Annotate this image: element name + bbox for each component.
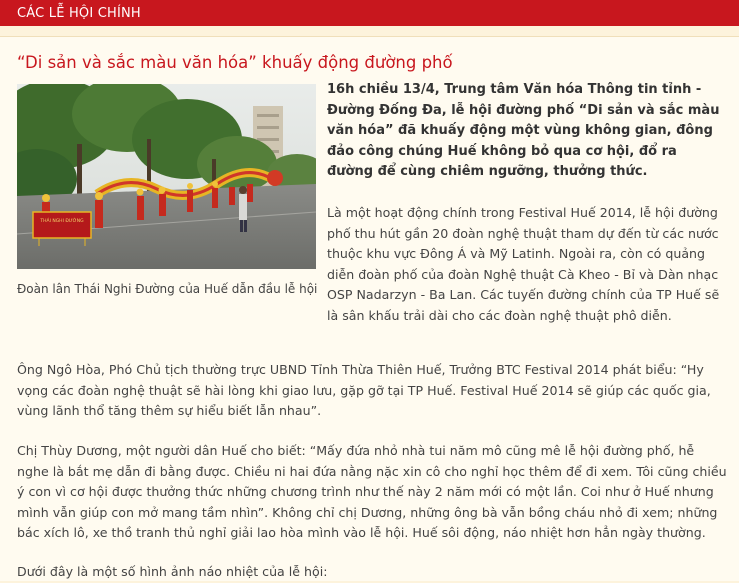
section-header-bar — [0, 0, 739, 26]
festival-street-photo — [17, 84, 316, 269]
paragraph-1-text: Là một hoạt động chính trong Festival Huế 2014, lễ hội đường phố thu hút gần 20 đoàn nghệ thuật tham dự đến từ các nước thuộc khu vực Đông Á và Mỹ Latinh. Ngoài ra, còn có quảng diễn đoàn phố của đoàn Nghệ thuật Cà Kheo - Bỉ và Dàn nhạc OSP Nadarzyn - Ba Lan. Các tuyến đường chính của TP Huế sẽ là sân khấu trải dài cho các đoàn nghệ thuật phô diễn. — [327, 205, 720, 323]
article-lead — [327, 80, 722, 183]
article-paragraph-1 — [327, 203, 722, 326]
article-title[interactable]: “Di sản và sắc màu văn hóa” khuấy động đường phố — [17, 53, 453, 72]
lead-text: 16h chiều 13/4, Trung tâm Văn hóa Thông tin tỉnh - Đường Đống Đa, lễ hội đường phố “Di sản và sắc màu văn hóa” đã khuấy động một vùng không gian, đông đảo công chúng Huế không bỏ qua cơ hội, đổ ra đường để cùng chiêm ngưỡng, thưởng thức. — [327, 82, 720, 179]
section-title: CÁC LỄ HỘI CHÍNH — [17, 6, 141, 21]
article-paragraph-3: Chị Thùy Dương, một người dân Huế cho biết: “Mấy đứa nhỏ nhà tui năm mô cũng mê lễ hội đường phố, hễ nghe là bắt mẹ dẫn đi bằng được. Chiều ni hai đứa nằng nặc xin cô cho nghỉ học thêm để đi xem. Tôi cũng chiều ý con vì cơ hội được thưởng thức những chương trình như thế này 2 năm mới có một lần. Coi như ở Huế nhưng mình vẫn giúp con mở mang tầm nhìn”. Không chỉ chị Dương, những ông bà vẫn bồng cháu nhỏ đi xem; những bác xích lô, xe thồ tranh thủ nghỉ giải lao hòa mình vào lễ hội. Huế sôi động, náo nhiệt hơn hẳn ngày thường. — [17, 443, 727, 540]
banner-text: THÁI NGHI ĐƯỜNG — [40, 219, 84, 224]
photo-caption: Đoàn lân Thái Nghi Đường của Huế dẫn đầu lễ hội — [17, 282, 318, 296]
article-paragraph-4: Dưới đây là một số hình ảnh náo nhiệt của lễ hội: — [17, 564, 328, 579]
article-paragraph-2: Ông Ngô Hòa, Phó Chủ tịch thường trực UBND Tỉnh Thừa Thiên Huế, Trưởng BTC Festival 2014 phát biểu: “Hy vọng các đoàn nghệ thuật sẽ hài lòng khi giao lưu, gặp gỡ tại TP Huế. Festival Huế 2014 sẽ giúp các quốc gia, vùng lãnh thổ tăng thêm sự hiểu biết lẫn nhau”. — [17, 362, 711, 418]
article-photo — [17, 84, 316, 269]
